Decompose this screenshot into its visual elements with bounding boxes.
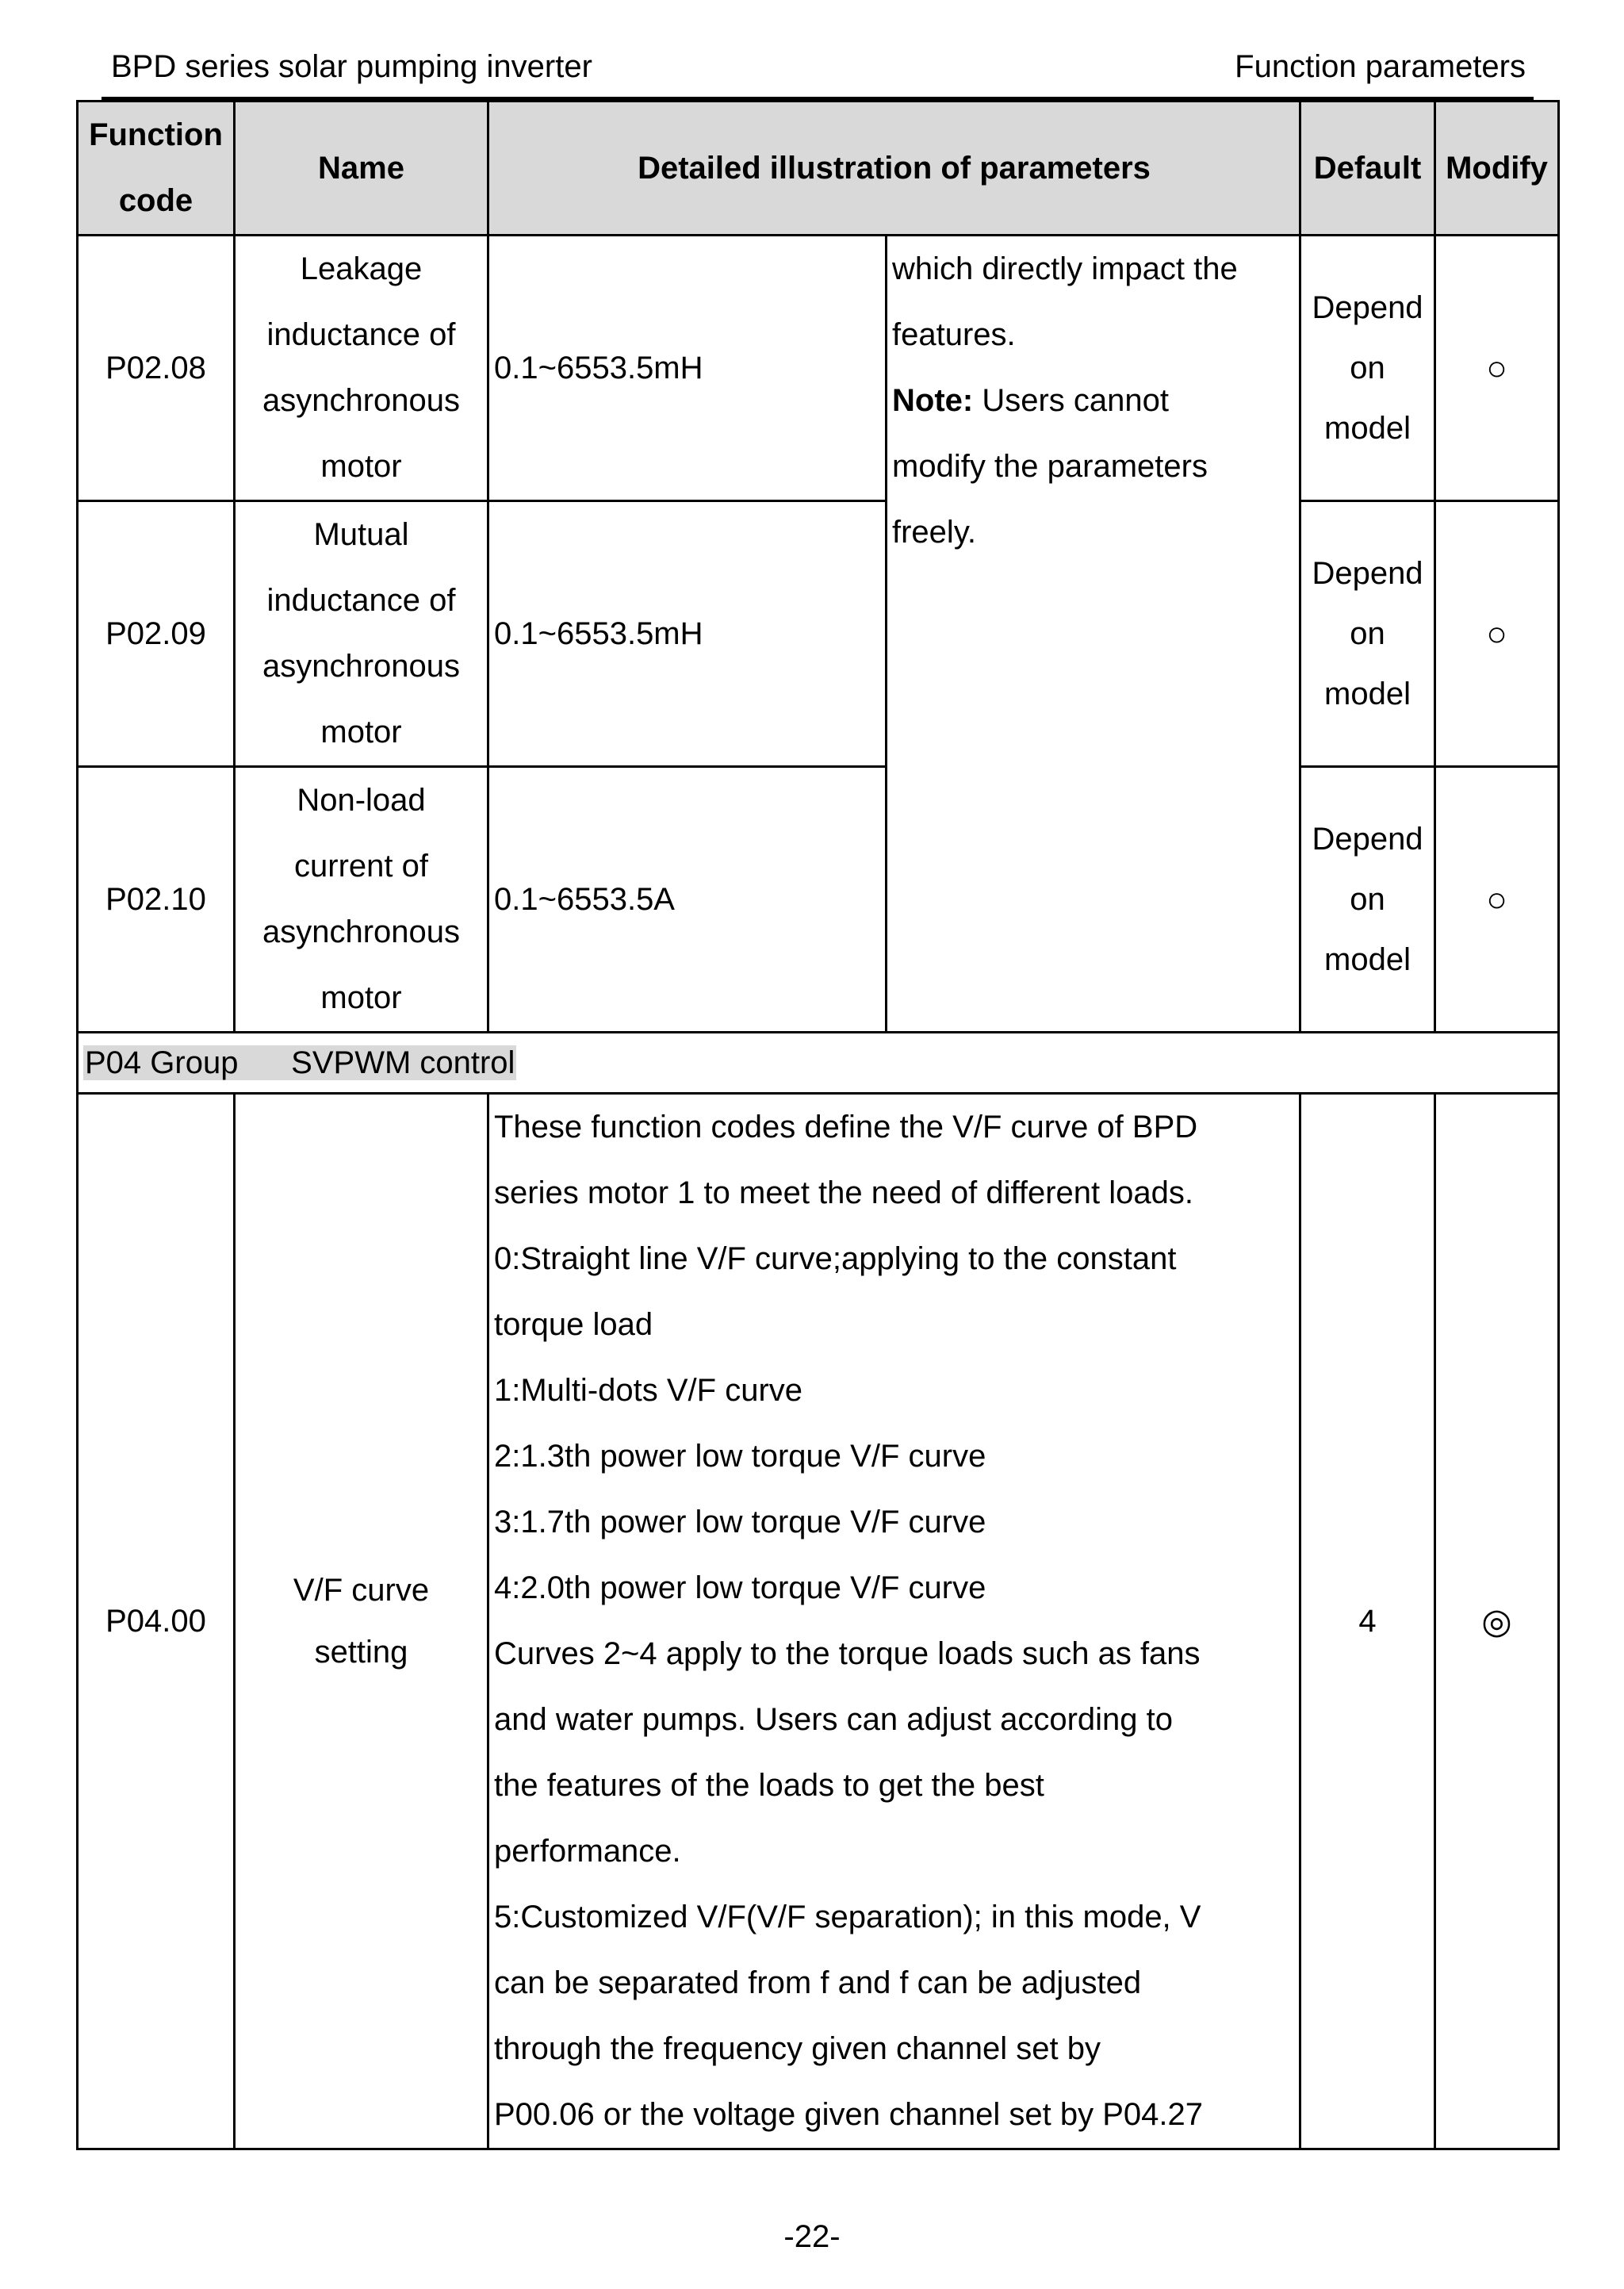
description-line: 3:1.7th power low torque V/F curve: [494, 1505, 986, 1539]
name-line: asynchronous: [262, 383, 461, 418]
col-header-function-code: [78, 102, 235, 236]
parameter-table: [76, 100, 1560, 2150]
note-label: Note:: [892, 383, 974, 418]
parameter-range: 0.1~6553.5A: [488, 767, 887, 1033]
parameter-name: [235, 501, 488, 767]
note-line: which directly impact the: [892, 251, 1238, 286]
default-value: [1300, 236, 1435, 501]
description-line: the features of the loads to get the best: [494, 1768, 1044, 1803]
name-line: motor: [320, 715, 402, 750]
description-line: and water pumps. Users can adjust according to: [494, 1702, 1173, 1737]
note-line: [892, 368, 1294, 434]
description-line: 5:Customized V/F(V/F separation); in this mode, V: [494, 1900, 1201, 1934]
group-label: [83, 1045, 516, 1080]
default-line: model: [1324, 677, 1411, 711]
modify-symbol: ○: [1435, 767, 1559, 1033]
col-header-name: Name: [235, 102, 488, 236]
name-line: Mutual: [313, 517, 409, 552]
name-line: Leakage: [300, 251, 423, 286]
header-section-title: Function parameters: [1235, 49, 1526, 84]
table-row: [78, 767, 1559, 1033]
name-line: motor: [320, 449, 402, 484]
function-code: P02.09: [78, 501, 235, 767]
col-header-modify: Modify: [1435, 102, 1559, 236]
name-line: current of: [294, 849, 428, 884]
name-line: motor: [320, 980, 402, 1015]
modify-symbol: ○: [1435, 236, 1559, 501]
name-line: setting: [314, 1635, 408, 1670]
modify-symbol: ○: [1435, 501, 1559, 767]
function-code: P02.08: [78, 236, 235, 501]
description-line: torque load: [494, 1307, 653, 1342]
name-line: inductance of: [266, 317, 456, 352]
name-line: inductance of: [266, 583, 456, 618]
default-line: model: [1324, 411, 1411, 446]
description-line: 0:Straight line V/F curve;applying to the constant: [494, 1241, 1177, 1276]
description-line: 4:2.0th power low torque V/F curve: [494, 1570, 986, 1605]
name-line: asynchronous: [262, 649, 461, 684]
page-number: -22-: [783, 2219, 841, 2254]
parameter-description: [488, 1094, 1300, 2149]
description-line: through the frequency given channel set by: [494, 2031, 1101, 2066]
note-line: freely.: [892, 515, 976, 550]
parameter-range: 0.1~6553.5mH: [488, 236, 887, 501]
shared-note: [887, 236, 1300, 1033]
group-code: P04 Group: [85, 1045, 239, 1080]
col-header-code-line1: Function: [89, 117, 223, 152]
parameter-range: 0.1~6553.5mH: [488, 501, 887, 767]
function-code: P02.10: [78, 767, 235, 1033]
parameter-name: [235, 236, 488, 501]
default-value: 4: [1300, 1094, 1435, 2149]
name-line: V/F curve: [293, 1573, 430, 1608]
name-line: asynchronous: [262, 914, 461, 949]
description-line: These function codes define the V/F curve of BPD: [494, 1110, 1198, 1144]
parameter-name: [235, 767, 488, 1033]
description-line: series motor 1 to meet the need of different loads.: [494, 1175, 1193, 1210]
description-line: P00.06 or the voltage given channel set by P04.27: [494, 2097, 1203, 2132]
default-line: on: [1350, 882, 1385, 917]
table-row: [78, 1094, 1559, 2149]
note-line: modify the parameters: [892, 449, 1208, 484]
default-line: on: [1350, 616, 1385, 651]
default-value: [1300, 501, 1435, 767]
header-doc-title: BPD series solar pumping inverter: [111, 49, 592, 84]
modify-symbol: ◎: [1435, 1094, 1559, 2149]
description-line: performance.: [494, 1834, 681, 1869]
col-header-code-line2: code: [118, 183, 193, 218]
col-header-default: Default: [1300, 102, 1435, 236]
default-line: on: [1350, 351, 1385, 385]
default-line: model: [1324, 942, 1411, 977]
col-header-detail: Detailed illustration of parameters: [488, 102, 1300, 236]
description-line: 1:Multi-dots V/F curve: [494, 1373, 803, 1408]
parameter-name: [235, 1094, 488, 2149]
note-line: features.: [892, 317, 1016, 352]
table-row: [78, 501, 1559, 767]
default-value: [1300, 767, 1435, 1033]
group-heading: [78, 1033, 1559, 1094]
default-line: Depend: [1312, 556, 1423, 591]
group-row: [78, 1033, 1559, 1094]
description-line: 2:1.3th power low torque V/F curve: [494, 1439, 986, 1474]
table-row: [78, 236, 1559, 501]
description-line: Curves 2~4 apply to the torque loads such as fans: [494, 1636, 1201, 1671]
group-title: SVPWM control: [291, 1045, 515, 1080]
table-header-row: [78, 102, 1559, 236]
note-text: Users cannot: [973, 383, 1169, 418]
function-code: P04.00: [78, 1094, 235, 2149]
default-line: Depend: [1312, 822, 1423, 857]
name-line: Non-load: [297, 783, 426, 818]
default-line: Depend: [1312, 290, 1423, 325]
description-line: can be separated from f and f can be adjusted: [494, 1965, 1142, 2000]
